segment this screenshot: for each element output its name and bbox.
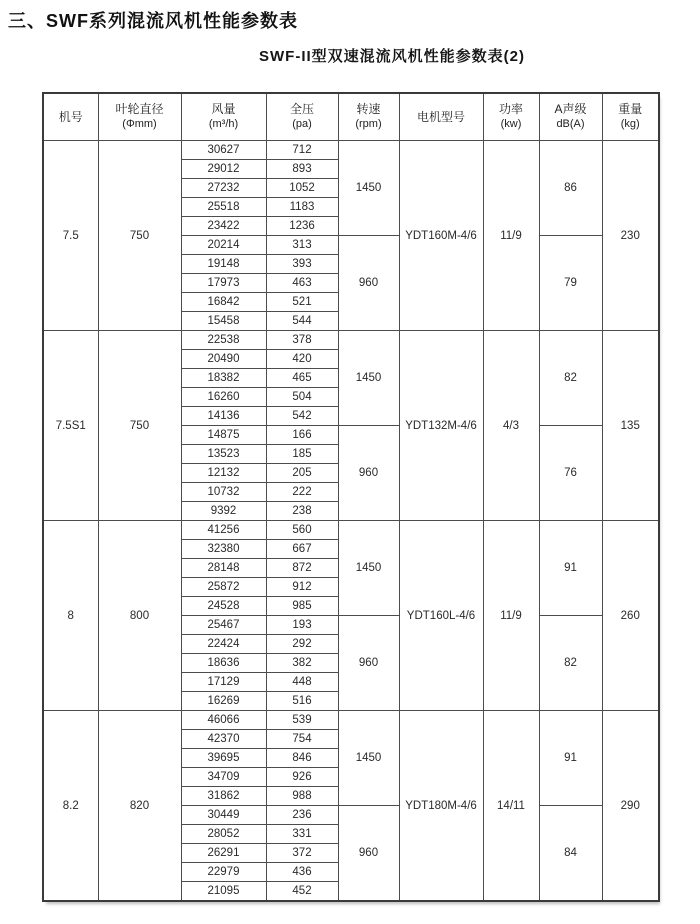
pressure-cell: 544 — [266, 312, 338, 331]
pressure-cell: 504 — [266, 388, 338, 407]
flow-cell: 25872 — [181, 578, 266, 597]
flow-cell: 31862 — [181, 787, 266, 806]
col-header-weight — [602, 93, 659, 141]
motor-model-cell: YDT180M-4/6 — [399, 711, 483, 902]
flow-cell: 19148 — [181, 255, 266, 274]
col-header-air-flow — [181, 93, 266, 141]
flow-cell: 25467 — [181, 616, 266, 635]
flow-cell: 18636 — [181, 654, 266, 673]
flow-cell: 22538 — [181, 331, 266, 350]
speed-cell: 960 — [338, 426, 399, 521]
speed-cell: 1450 — [338, 331, 399, 426]
pressure-cell: 465 — [266, 369, 338, 388]
header-label: A声级 — [554, 102, 587, 116]
flow-cell: 39695 — [181, 749, 266, 768]
pressure-cell: 893 — [266, 160, 338, 179]
weight-cell: 260 — [602, 521, 659, 711]
pressure-cell: 448 — [266, 673, 338, 692]
flow-cell: 22979 — [181, 863, 266, 882]
pressure-cell: 382 — [266, 654, 338, 673]
page-title: 三、SWF系列混流风机性能参数表 — [8, 11, 298, 31]
col-header-impeller-diameter — [98, 93, 181, 141]
flow-cell: 28148 — [181, 559, 266, 578]
flow-cell: 10732 — [181, 483, 266, 502]
noise-level-cell: 79 — [539, 236, 602, 331]
speed-cell: 1450 — [338, 521, 399, 616]
flow-cell: 12132 — [181, 464, 266, 483]
flow-cell: 42370 — [181, 730, 266, 749]
pressure-cell: 372 — [266, 844, 338, 863]
weight-cell: 135 — [602, 331, 659, 521]
flow-cell: 14875 — [181, 426, 266, 445]
pressure-cell: 516 — [266, 692, 338, 711]
power-cell: 4/3 — [483, 331, 539, 521]
flow-cell: 34709 — [181, 768, 266, 787]
flow-cell: 22424 — [181, 635, 266, 654]
noise-level-cell: 82 — [539, 331, 602, 426]
noise-level-cell: 91 — [539, 521, 602, 616]
flow-cell: 20490 — [181, 350, 266, 369]
weight-cell: 230 — [602, 141, 659, 331]
table-row — [43, 331, 659, 350]
header-label: 机号 — [58, 109, 83, 124]
flow-cell: 17129 — [181, 673, 266, 692]
speed-cell: 1450 — [338, 711, 399, 806]
pressure-cell: 236 — [266, 806, 338, 825]
col-header-total-pressure — [266, 93, 338, 141]
table-header — [43, 93, 659, 141]
noise-level-cell: 82 — [539, 616, 602, 711]
pressure-cell: 463 — [266, 274, 338, 293]
header-label: 叶轮直径 — [115, 102, 164, 116]
header-unit: (pa) — [292, 118, 312, 130]
pressure-cell: 452 — [266, 882, 338, 902]
pressure-cell: 185 — [266, 445, 338, 464]
weight-cell: 290 — [602, 711, 659, 902]
flow-cell: 17973 — [181, 274, 266, 293]
flow-cell: 15458 — [181, 312, 266, 331]
header-row — [43, 93, 659, 141]
motor-model-cell: YDT160M-4/6 — [399, 141, 483, 331]
flow-cell: 24528 — [181, 597, 266, 616]
power-cell: 11/9 — [483, 521, 539, 711]
header-unit: (kw) — [500, 118, 522, 130]
noise-level-cell: 84 — [539, 806, 602, 902]
flow-cell: 46066 — [181, 711, 266, 730]
speed-cell: 1450 — [338, 141, 399, 236]
flow-cell: 14136 — [181, 407, 266, 426]
pressure-cell: 420 — [266, 350, 338, 369]
model-cell: 7.5 — [43, 141, 98, 331]
model-cell: 8.2 — [43, 711, 98, 902]
flow-cell: 30627 — [181, 141, 266, 160]
diameter-cell: 750 — [98, 141, 181, 331]
pressure-cell: 313 — [266, 236, 338, 255]
pressure-cell: 560 — [266, 521, 338, 540]
flow-cell: 21095 — [181, 882, 266, 902]
pressure-cell: 846 — [266, 749, 338, 768]
noise-level-cell: 91 — [539, 711, 602, 806]
pressure-cell: 985 — [266, 597, 338, 616]
flow-cell: 16842 — [181, 293, 266, 312]
flow-cell: 41256 — [181, 521, 266, 540]
col-header-model — [43, 93, 98, 141]
header-unit: (kg) — [620, 118, 640, 130]
flow-cell: 9392 — [181, 502, 266, 521]
pressure-cell: 378 — [266, 331, 338, 350]
flow-cell: 25518 — [181, 198, 266, 217]
pressure-cell: 912 — [266, 578, 338, 597]
pressure-cell: 193 — [266, 616, 338, 635]
model-cell: 8 — [43, 521, 98, 711]
flow-cell: 27232 — [181, 179, 266, 198]
pressure-cell: 331 — [266, 825, 338, 844]
pressure-cell: 166 — [266, 426, 338, 445]
flow-cell: 32380 — [181, 540, 266, 559]
header-unit: (rpm) — [355, 118, 382, 130]
pressure-cell: 1236 — [266, 217, 338, 236]
pressure-cell: 1052 — [266, 179, 338, 198]
header-label: 转速 — [356, 102, 381, 116]
fan-performance-table — [42, 92, 660, 902]
table-row — [43, 711, 659, 730]
header-unit: (m³/h) — [208, 118, 239, 130]
model-cell: 7.5S1 — [43, 331, 98, 521]
noise-level-cell: 76 — [539, 426, 602, 521]
header-label: 风量 — [211, 102, 236, 116]
motor-model-cell: YDT160L-4/6 — [399, 521, 483, 711]
flow-cell: 16269 — [181, 692, 266, 711]
pressure-cell: 393 — [266, 255, 338, 274]
header-label: 功率 — [498, 102, 523, 116]
pressure-cell: 712 — [266, 141, 338, 160]
header-unit: (Φmm) — [122, 118, 157, 130]
col-header-motor-model — [399, 93, 483, 141]
pressure-cell: 222 — [266, 483, 338, 502]
flow-cell: 16260 — [181, 388, 266, 407]
flow-cell: 18382 — [181, 369, 266, 388]
header-label: 重量 — [618, 102, 643, 116]
flow-cell: 26291 — [181, 844, 266, 863]
pressure-cell: 926 — [266, 768, 338, 787]
pressure-cell: 872 — [266, 559, 338, 578]
pressure-cell: 238 — [266, 502, 338, 521]
table-row — [43, 141, 659, 160]
diameter-cell: 750 — [98, 331, 181, 521]
header-unit: dB(A) — [556, 118, 585, 130]
pressure-cell: 292 — [266, 635, 338, 654]
flow-cell: 20214 — [181, 236, 266, 255]
pressure-cell: 667 — [266, 540, 338, 559]
noise-level-cell: 86 — [539, 141, 602, 236]
flow-cell: 23422 — [181, 217, 266, 236]
pressure-cell: 1183 — [266, 198, 338, 217]
page-subtitle: SWF-II型双速混流风机性能参数表(2) — [259, 48, 525, 65]
flow-cell: 29012 — [181, 160, 266, 179]
pressure-cell: 205 — [266, 464, 338, 483]
flow-cell: 30449 — [181, 806, 266, 825]
speed-cell: 960 — [338, 616, 399, 711]
pressure-cell: 539 — [266, 711, 338, 730]
pressure-cell: 754 — [266, 730, 338, 749]
flow-cell: 13523 — [181, 445, 266, 464]
col-header-speed — [338, 93, 399, 141]
power-cell: 14/11 — [483, 711, 539, 902]
table-row — [43, 521, 659, 540]
motor-model-cell: YDT132M-4/6 — [399, 331, 483, 521]
flow-cell: 28052 — [181, 825, 266, 844]
col-header-power — [483, 93, 539, 141]
diameter-cell: 800 — [98, 521, 181, 711]
diameter-cell: 820 — [98, 711, 181, 902]
speed-cell: 960 — [338, 806, 399, 902]
pressure-cell: 521 — [266, 293, 338, 312]
col-header-noise-level — [539, 93, 602, 141]
pressure-cell: 988 — [266, 787, 338, 806]
pressure-cell: 542 — [266, 407, 338, 426]
power-cell: 11/9 — [483, 141, 539, 331]
header-label: 电机型号 — [416, 109, 465, 124]
speed-cell: 960 — [338, 236, 399, 331]
header-label: 全压 — [289, 102, 314, 116]
pressure-cell: 436 — [266, 863, 338, 882]
table-body — [43, 141, 659, 902]
